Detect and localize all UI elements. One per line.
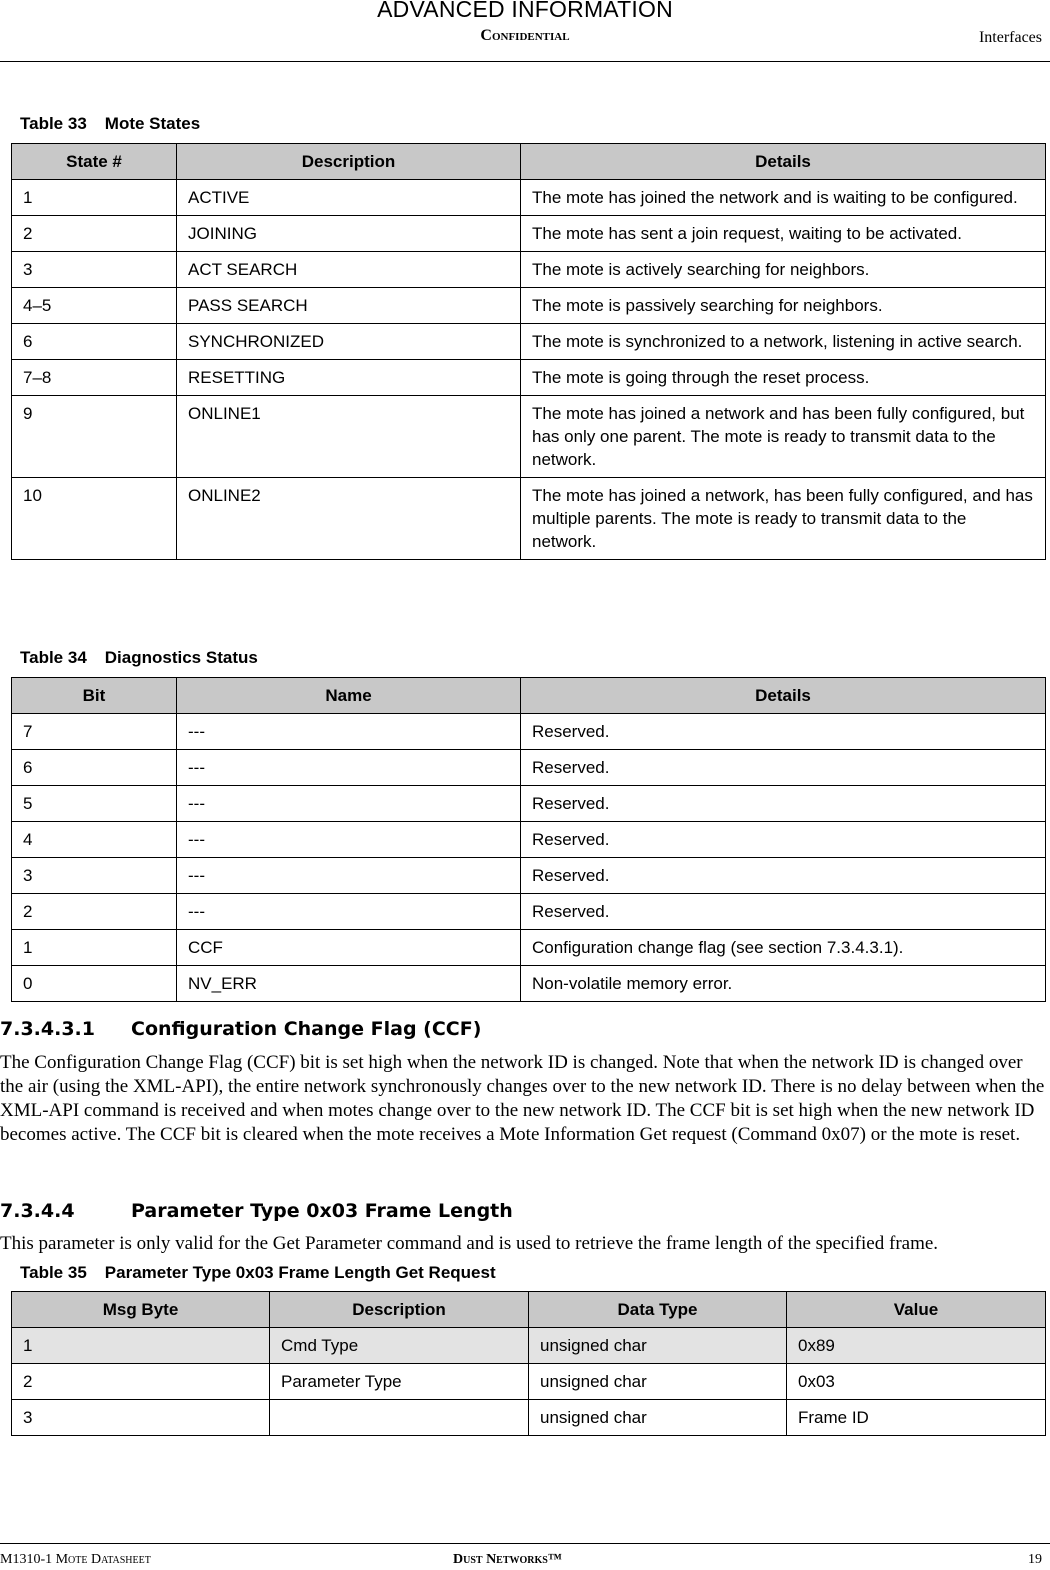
table-row <box>12 360 1046 396</box>
table-row <box>12 288 1046 324</box>
table-cell: 5 <box>12 786 177 822</box>
table-row <box>12 396 1046 478</box>
table-cell: CCF <box>177 930 521 966</box>
table-cell <box>270 1400 529 1436</box>
table-cell: 0x03 <box>787 1364 1046 1400</box>
table-header-row <box>12 144 1046 180</box>
table-cell: 4 <box>12 822 177 858</box>
table-cell: ONLINE1 <box>177 396 521 478</box>
table-row <box>12 714 1046 750</box>
section-title: Configuration Change Flag (CCF) <box>131 1018 482 1040</box>
table-cell: 1 <box>12 1328 270 1364</box>
table-34-caption <box>20 648 258 668</box>
table-cell: 6 <box>12 750 177 786</box>
column-header: State # <box>12 144 177 180</box>
table-cell: 10 <box>12 478 177 560</box>
table-34-title: Diagnostics Status <box>104 648 258 667</box>
table-cell: The mote is going through the reset process. <box>521 360 1046 396</box>
table-cell: SYNCHRONIZED <box>177 324 521 360</box>
table-cell: NV_ERR <box>177 966 521 1002</box>
table-cell: 2 <box>12 1364 270 1400</box>
table-row <box>12 930 1046 966</box>
table-cell: Parameter Type <box>270 1364 529 1400</box>
table-row <box>12 894 1046 930</box>
section-title: Parameter Type 0x03 Frame Length <box>131 1200 513 1222</box>
table-cell: RESETTING <box>177 360 521 396</box>
table-33-title: Mote States <box>104 114 201 133</box>
table-header-row <box>12 1292 1046 1328</box>
table-row <box>12 1328 1046 1364</box>
table-35-frame-length-get-request <box>11 1291 1046 1436</box>
table-cell: Reserved. <box>521 822 1046 858</box>
header-section-name: Interfaces <box>978 29 1042 46</box>
table-cell: 0x89 <box>787 1328 1046 1364</box>
table-33-caption <box>20 114 200 134</box>
table-cell: 4–5 <box>12 288 177 324</box>
table-34-diagnostics-status <box>11 677 1046 1002</box>
table-35-title: Parameter Type 0x03 Frame Length Get Request <box>104 1263 496 1282</box>
table-cell: --- <box>177 750 521 786</box>
table-cell: --- <box>177 786 521 822</box>
table-cell: unsigned char <box>529 1364 787 1400</box>
table-cell: 2 <box>12 894 177 930</box>
column-header: Description <box>270 1292 529 1328</box>
page-number: 19 <box>1028 1552 1042 1567</box>
table-row <box>12 786 1046 822</box>
ccf-paragraph: The Configuration Change Flag (CCF) bit is set high when the network ID is changed. Note that when the network ID is changed over the air (using the XML-API), the entire network synchronously changes over to the new network ID. There is no delay between when the XML-API command is received and when motes change over to the new network ID. The CCF bit is set high when the new network ID becomes active. The CCF bit is cleared when the mote receives a Mote Information Get request (Command 0x07) or the mote is reset. <box>0 1052 1045 1145</box>
table-cell: Non-volatile memory error. <box>521 966 1046 1002</box>
table-cell: --- <box>177 714 521 750</box>
header-rule <box>0 61 1050 62</box>
table-row <box>12 216 1046 252</box>
column-header: Details <box>521 144 1046 180</box>
table-cell: Frame ID <box>787 1400 1046 1436</box>
table-cell: --- <box>177 822 521 858</box>
table-cell: 1 <box>12 930 177 966</box>
table-cell: Reserved. <box>521 894 1046 930</box>
table-cell: Reserved. <box>521 714 1046 750</box>
table-cell: The mote has sent a join request, waiting to be activated. <box>521 216 1046 252</box>
table-row <box>12 966 1046 1002</box>
table-cell: 1 <box>12 180 177 216</box>
column-header: Data Type <box>529 1292 787 1328</box>
table-cell: 9 <box>12 396 177 478</box>
footer-company: Dust Networks™ <box>453 1552 562 1567</box>
table-cell: 3 <box>12 252 177 288</box>
table-cell: 0 <box>12 966 177 1002</box>
column-header: Bit <box>12 678 177 714</box>
table-cell: Reserved. <box>521 786 1046 822</box>
table-35-number: Table 35 <box>20 1263 87 1282</box>
table-cell: The mote has joined a network, has been fully configured, and has multiple parents. The mote is ready to transmit data to the network. <box>521 478 1046 560</box>
table-cell: 7 <box>12 714 177 750</box>
frame-length-paragraph: This parameter is only valid for the Get Parameter command and is used to retrieve the frame length of the specified frame. <box>0 1233 939 1254</box>
table-cell: --- <box>177 858 521 894</box>
table-header-row <box>12 678 1046 714</box>
column-header: Details <box>521 678 1046 714</box>
section-heading-ccf <box>0 1018 481 1040</box>
table-row <box>12 822 1046 858</box>
table-cell: The mote is synchronized to a network, listening in active search. <box>521 324 1046 360</box>
table-row <box>12 324 1046 360</box>
table-cell: unsigned char <box>529 1400 787 1436</box>
table-row <box>12 1364 1046 1400</box>
column-header: Name <box>177 678 521 714</box>
table-cell: The mote has joined a network and has been fully configured, but has only one parent. The mote is ready to transmit data to the network. <box>521 396 1046 478</box>
footer-document-title: M1310-1 Mote Datasheet <box>0 1552 151 1567</box>
table-cell: ONLINE2 <box>177 478 521 560</box>
table-row <box>12 180 1046 216</box>
table-row <box>12 478 1046 560</box>
confidential-label: Confidential <box>480 27 570 44</box>
table-35-caption <box>20 1263 496 1283</box>
table-33-number: Table 33 <box>20 114 87 133</box>
table-cell: PASS SEARCH <box>177 288 521 324</box>
table-cell: The mote is actively searching for neighbors. <box>521 252 1046 288</box>
table-cell: 2 <box>12 216 177 252</box>
table-cell: The mote is passively searching for neighbors. <box>521 288 1046 324</box>
table-33-mote-states <box>11 143 1046 560</box>
table-row <box>12 1400 1046 1436</box>
table-cell: Cmd Type <box>270 1328 529 1364</box>
table-cell: Reserved. <box>521 858 1046 894</box>
section-number: 7.3.4.3.1 <box>0 1018 95 1040</box>
footer-rule <box>0 1543 1050 1544</box>
column-header: Msg Byte <box>12 1292 270 1328</box>
table-row <box>12 750 1046 786</box>
table-cell: ACTIVE <box>177 180 521 216</box>
column-header: Description <box>177 144 521 180</box>
table-cell: 3 <box>12 1400 270 1436</box>
column-header: Value <box>787 1292 1046 1328</box>
table-cell: Configuration change flag (see section 7.3.4.3.1). <box>521 930 1046 966</box>
table-cell: The mote has joined the network and is waiting to be configured. <box>521 180 1046 216</box>
table-cell: Reserved. <box>521 750 1046 786</box>
section-number: 7.3.4.4 <box>0 1200 75 1222</box>
section-heading-frame-length <box>0 1200 513 1222</box>
table-row <box>12 858 1046 894</box>
table-cell: 3 <box>12 858 177 894</box>
table-34-number: Table 34 <box>20 648 87 667</box>
table-row <box>12 252 1046 288</box>
table-cell: unsigned char <box>529 1328 787 1364</box>
advanced-information-banner: ADVANCED INFORMATION <box>377 0 673 22</box>
table-cell: 6 <box>12 324 177 360</box>
table-cell: --- <box>177 894 521 930</box>
table-cell: ACT SEARCH <box>177 252 521 288</box>
table-cell: JOINING <box>177 216 521 252</box>
table-cell: 7–8 <box>12 360 177 396</box>
